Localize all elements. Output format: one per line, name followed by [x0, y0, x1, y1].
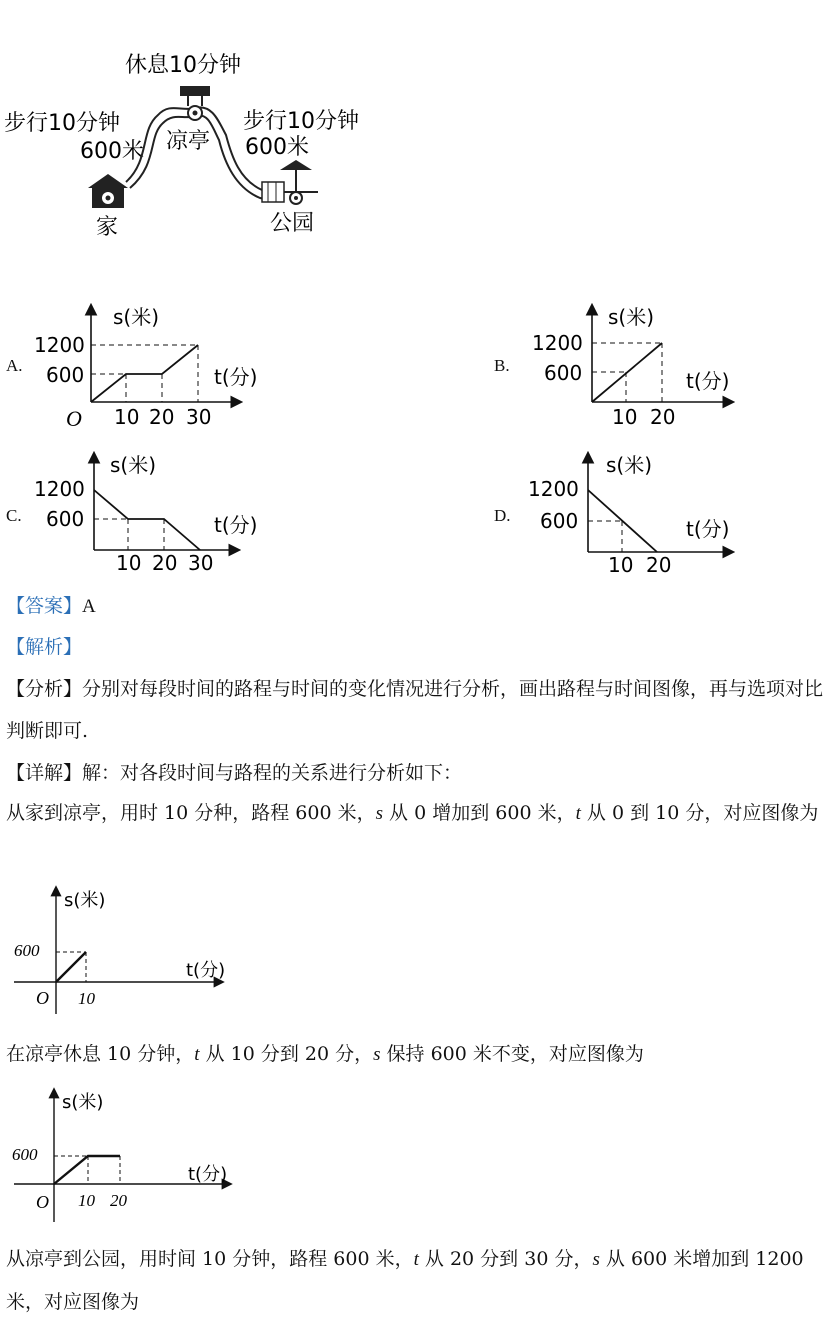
graph-2-xtick-20: 20 [110, 1191, 127, 1210]
para-2-part-3: 保持 600 米不变，对应图像为 [380, 1043, 644, 1065]
graph-1-xlabel: t(分) [186, 960, 226, 981]
dist-right-label: 600米 [245, 135, 309, 160]
answer-value: A [82, 596, 96, 617]
option-c-graph [28, 448, 268, 578]
option-a-letter: A. [6, 356, 23, 375]
option-a-xtick-10: 10 [114, 405, 140, 429]
route-illustration [0, 40, 400, 250]
option-c-xtick-30: 30 [188, 551, 214, 575]
option-c-letter: C. [6, 506, 22, 525]
option-c-line [94, 490, 200, 550]
option-a-ylabel: s(米) [113, 305, 160, 329]
para-1-part-1: 从家到凉亭，用时 10 分种，路程 600 米， [6, 802, 376, 824]
option-b-ytick-600: 600 [544, 361, 583, 385]
graph-2-xtick-10: 10 [78, 1191, 95, 1210]
analysis-tag: 【解析】 [6, 636, 83, 658]
option-b-xtick-10: 10 [612, 405, 638, 429]
option-a-ytick-1200: 1200 [34, 333, 85, 357]
para-3-var-t: t [413, 1249, 419, 1270]
option-b-ytick-1200: 1200 [532, 331, 583, 355]
para-1-var-t: t [575, 803, 581, 824]
option-b-xlabel: t(分) [686, 369, 730, 393]
rest-label: 休息10分钟 [125, 53, 241, 78]
park-icon [262, 160, 318, 204]
graph-1-origin: O [36, 988, 49, 1008]
option-a-graph [28, 300, 258, 435]
graph-2-xlabel: t(分) [188, 1164, 228, 1185]
graph-1-line [56, 952, 86, 982]
solution-graph-1 [8, 882, 248, 1022]
walk-right-label: 步行10分钟 [243, 109, 359, 134]
graph-2-ytick: 600 [12, 1145, 38, 1164]
option-b-graph [526, 300, 746, 435]
option-a-origin: O [66, 406, 82, 431]
graph-1-ytick: 600 [14, 941, 40, 960]
option-d-xtick-10: 10 [608, 553, 634, 577]
option-d-graph [526, 448, 746, 578]
option-c-ytick-1200: 1200 [34, 477, 85, 501]
pavilion-icon [180, 86, 210, 120]
option-c-ylabel: s(米) [110, 453, 157, 477]
answer-tag: 【答案】 [6, 595, 83, 617]
walk-left-label: 步行10分钟 [4, 111, 120, 136]
fenxi-text: 分别对每段时间的路程与时间的变化情况进行分析，画出路程与时间图像，再与选项对比判断即可. [6, 678, 824, 742]
option-d-letter: D. [494, 506, 511, 525]
option-a-xlabel: t(分) [214, 365, 258, 389]
para-1-part-2: 从 0 增加到 600 米， [383, 802, 576, 824]
xiangjie-paragraph [6, 752, 826, 794]
option-a-ytick-600: 600 [46, 363, 85, 387]
option-c-xtick-10: 10 [116, 551, 142, 575]
answer-line [6, 592, 96, 621]
option-d-ytick-1200: 1200 [528, 477, 579, 501]
para-1-var-s: s [375, 803, 384, 824]
para-3 [6, 1238, 826, 1323]
para-1 [6, 792, 826, 835]
para-3-part-3: 从 600 米增加到 1200 米，对应图像为 [6, 1248, 804, 1313]
analysis-heading [6, 633, 82, 661]
option-a-xtick-20: 20 [149, 405, 175, 429]
pavilion-label: 凉亭 [166, 129, 211, 154]
graph-2-ylabel: s(米) [62, 1092, 104, 1113]
para-3-part-1: 从凉亭到公园，用时间 10 分钟，路程 600 米， [6, 1248, 414, 1270]
graph-2-origin: O [36, 1192, 49, 1212]
fenxi-tag: 【分析】 [6, 678, 83, 700]
home-label: 家 [96, 215, 119, 240]
option-b-letter: B. [494, 356, 510, 375]
para-3-var-s: s [592, 1249, 600, 1270]
para-2-part-2: 从 10 分到 20 分， [199, 1043, 374, 1065]
option-c-xlabel: t(分) [214, 513, 258, 537]
xiangjie-tag: 【详解】 [6, 762, 83, 784]
home-icon [88, 174, 128, 208]
graph-1-ylabel: s(米) [64, 890, 106, 911]
option-d-xlabel: t(分) [686, 517, 730, 541]
dist-left-label: 600米 [80, 139, 144, 164]
para-2-part-1: 在凉亭休息 10 分钟， [6, 1043, 195, 1065]
option-d-ytick-600: 600 [540, 509, 579, 533]
park-label: 公园 [270, 211, 315, 236]
para-3-part-2: 从 20 分到 30 分， [418, 1248, 593, 1270]
xiangjie-text: 解：对各段时间与路程的关系进行分析如下： [82, 762, 463, 784]
option-d-ylabel: s(米) [606, 453, 653, 477]
option-d-xtick-20: 20 [646, 553, 672, 577]
option-c-xtick-20: 20 [152, 551, 178, 575]
option-b-ylabel: s(米) [608, 305, 655, 329]
option-b-xtick-20: 20 [650, 405, 676, 429]
graph-1-xtick-10: 10 [78, 989, 95, 1008]
para-2-var-s: s [373, 1044, 381, 1065]
para-2-var-t: t [194, 1044, 200, 1065]
graph-2-line [54, 1156, 120, 1184]
para-2 [6, 1033, 826, 1076]
fenxi-paragraph [6, 668, 826, 752]
para-1-part-3: 从 0 到 10 分，对应图像为 [580, 802, 819, 824]
option-a-xtick-30: 30 [186, 405, 212, 429]
option-a-line [91, 345, 198, 402]
option-c-ytick-600: 600 [46, 507, 85, 531]
solution-graph-2 [8, 1084, 248, 1229]
